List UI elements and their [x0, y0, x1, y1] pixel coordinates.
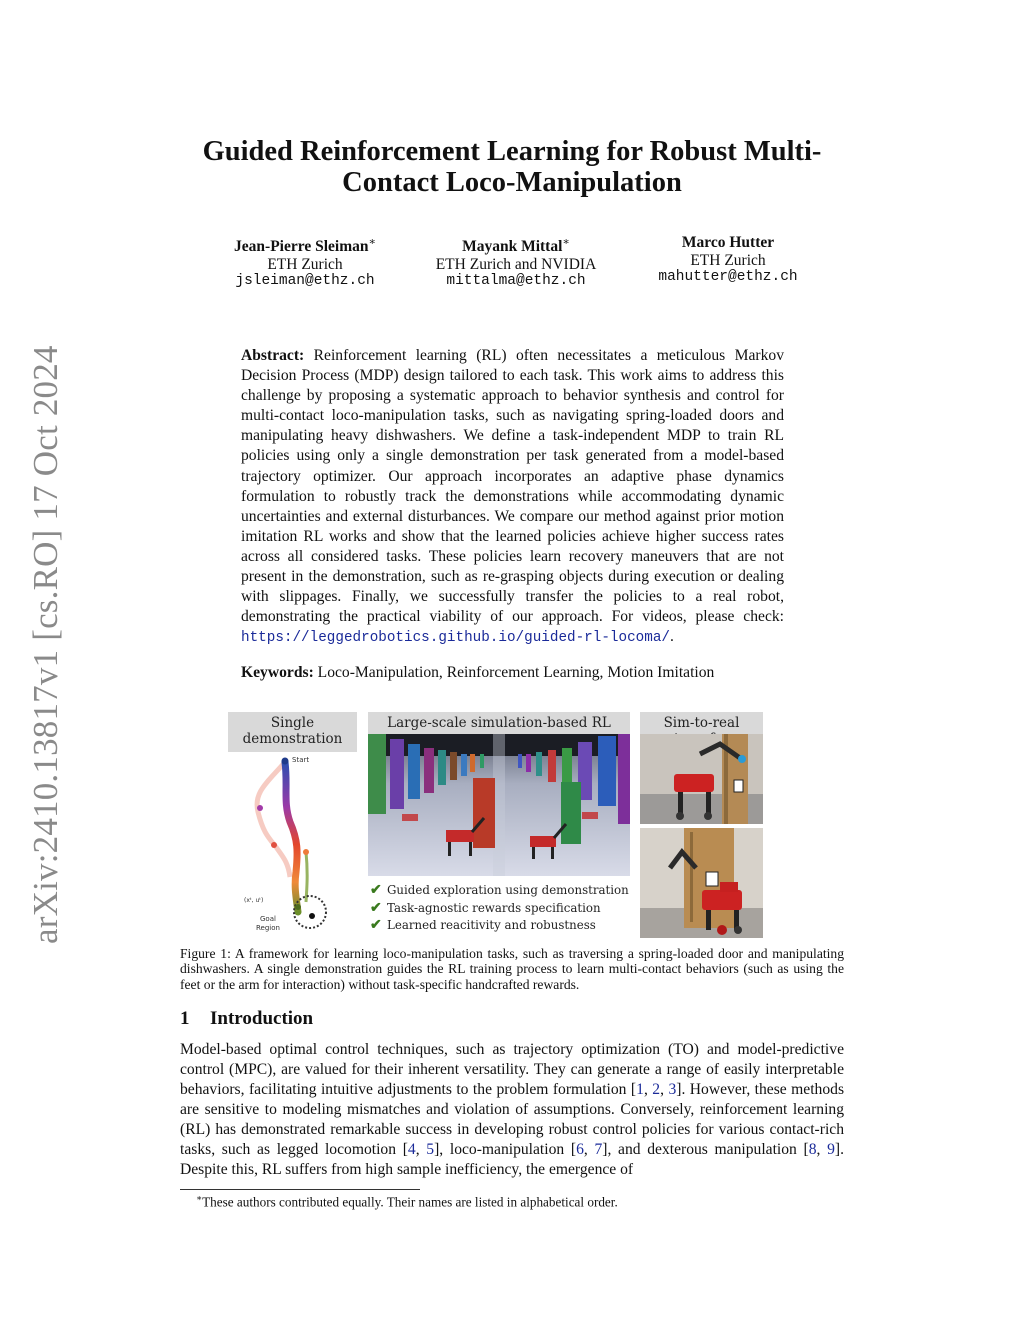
- citation-link[interactable]: 2: [652, 1081, 661, 1098]
- footnote: [196, 1193, 618, 1210]
- simulation-scene: [368, 734, 630, 876]
- equal-contribution-mark: ∗: [368, 236, 376, 248]
- separator: ,: [583, 1141, 595, 1158]
- project-url-link[interactable]: https://leggedrobotics.github.io/guided-rl-locoma/: [241, 630, 670, 647]
- demonstration-path: [285, 762, 298, 912]
- paragraph-text: Model-based optimal control techniques, such as trajectory optimization (TO) and model-predictive control (MPC), are valued for their inherent versatility. They can generate a range of easily interpretable behaviors, facilitating intuitive adjustments to the problem formulation [: [180, 1041, 844, 1098]
- citation-link[interactable]: 1: [636, 1081, 644, 1098]
- benefit-item: [370, 882, 632, 900]
- abstract-label: Abstract:: [241, 347, 305, 364]
- author-name: Mayank Mittal: [462, 238, 563, 256]
- abstract: [241, 346, 784, 648]
- footnote-divider: [180, 1189, 420, 1190]
- start-point: [282, 758, 289, 765]
- author-affiliation: ETH Zurich: [690, 251, 766, 269]
- author-block: [416, 234, 616, 291]
- section-title: Introduction: [210, 1008, 314, 1029]
- separator: ,: [816, 1141, 828, 1158]
- benefit-item: [370, 917, 632, 935]
- real-robot-photo-top: [640, 734, 763, 824]
- panel-title-sim-to-real: Sim-to-real: [640, 712, 763, 734]
- current-state-point: [295, 904, 301, 910]
- author-block: [648, 234, 808, 287]
- benefit-text: Learned reacitivity and robustness: [387, 918, 596, 932]
- section-number: 1: [180, 1008, 190, 1029]
- author-email: mahutter@ethz.ch: [658, 269, 798, 285]
- state-label: (xᵗ, uᵗ): [244, 897, 264, 904]
- citation-link[interactable]: 4: [407, 1141, 416, 1158]
- section-heading: [180, 1008, 313, 1030]
- paragraph-text: ], loco-manipulation [: [434, 1141, 577, 1158]
- separator: ,: [643, 1081, 653, 1098]
- citation-link[interactable]: 6: [576, 1141, 584, 1158]
- figure-caption: Figure 1: A framework for learning loco-manipulation tasks, such as traversing a spring-loaded door and manipulating dishwashers. A single demonstration guides the RL training process to learn multi-contact behaviors (such as using the feet or the arm for interaction) without task-specific handcrafted rewards.: [180, 946, 844, 992]
- author-affiliation: ETH Zurich and NVIDIA: [435, 255, 597, 273]
- panel-title-simulation-rl: Large-scale simulation-based RL: [368, 712, 630, 734]
- introduction-paragraph: [180, 1040, 844, 1180]
- footnote-mark: ∗: [196, 1193, 203, 1203]
- demonstration-trajectory-panel: [228, 752, 357, 938]
- abstract-end: .: [669, 628, 674, 646]
- author-name: Marco Hutter: [681, 234, 775, 251]
- check-icon: ✔: [370, 899, 382, 916]
- author-affiliation: ETH Zurich: [267, 255, 343, 273]
- citation-link[interactable]: 3: [668, 1081, 677, 1098]
- footnote-text: These authors contributed equally. Their names are listed in alphabetical order.: [202, 1194, 618, 1210]
- paragraph-text: ]. However, these methods are sensitive to modeling mismatches and violation of assumptions. Conversely, reinforcement learning (RL) has demonstrated remarkable success in developing robust control policies for various contact-rich tasks, such as legged locomotion [: [180, 1081, 845, 1158]
- paragraph-text: ]. Despite this, RL suffers from high sample inefficiency, the emergence of: [180, 1141, 845, 1178]
- equal-contribution-mark: ∗: [562, 236, 570, 248]
- keywords-label: Keywords:: [241, 664, 314, 681]
- real-robot-photo-bottom: [640, 828, 763, 938]
- waypoint: [257, 805, 263, 811]
- robot-photo: [640, 734, 763, 824]
- check-icon: ✔: [370, 882, 382, 898]
- author-name: Jean-Pierre Sleiman: [234, 238, 369, 256]
- citation-link[interactable]: 9: [827, 1141, 835, 1158]
- separator: ,: [660, 1081, 669, 1098]
- simulation-render-panel: [368, 734, 630, 876]
- arxiv-identifier: arXiv:2410.13817v1 [cs.RO] 17 Oct 2024: [26, 345, 65, 945]
- check-icon: ✔: [370, 917, 382, 933]
- trajectory-diagram: [228, 752, 357, 938]
- keywords-text: Loco-Manipulation, Reinforcement Learning, Motion Imitation: [317, 664, 715, 681]
- benefit-text: Guided exploration using demonstration: [387, 883, 629, 897]
- region-label: Region: [256, 924, 280, 932]
- arm-path: [306, 852, 307, 902]
- paper-title: Guided Reinforcement Learning for Robust Multi-Contact Loco-Manipulation: [202, 136, 822, 198]
- paragraph-text: ], and dexterous manipulation [: [602, 1141, 809, 1158]
- benefit-item: [370, 900, 632, 918]
- author-email: mittalma@ethz.ch: [446, 273, 586, 290]
- waypoint: [271, 842, 277, 848]
- citation-link[interactable]: 5: [426, 1141, 435, 1158]
- benefits-list: [370, 882, 632, 935]
- abstract-text: Reinforcement learning (RL) often necessitates a meticulous Markov Decision Process (MDP) design tailored to each task. This work aims to address this challenge by proposing a systematic approach to behavior synthesis and control for multi-contact loco-manipulation tasks, such as navigating spring-loaded doors and manipulating heavy dishwashers. We define a task-independent MDP to train RL policies using only a single demonstration per task generated from a model-based trajectory optimizer. Our approach incorporates an adaptive phase dynamics formulation to robustly track the demonstrations while accommodating dynamic uncertainties and external disturbances. We compare our method against prior motion imitation RL works and show that the learned policies achieve higher success rates across all considered tasks. These policies learn recovery maneuvers that are not present in the demonstration, such as re-grasping objects during execution or dealing with slippages. Finally, we successfully transfer the policies to a real robot, demonstrating the practical viability of our approach. For videos, please check:: [241, 347, 784, 626]
- panel-title-single-demonstration: Single demonstration: [228, 712, 357, 752]
- waypoint: [303, 849, 309, 855]
- benefit-text: Task-agnostic rewards specification: [387, 900, 601, 915]
- goal-point: [309, 913, 315, 919]
- goal-label: Goal: [260, 915, 276, 923]
- citation-link[interactable]: 7: [594, 1141, 603, 1158]
- keywords: [241, 664, 801, 682]
- start-label: Start: [292, 756, 310, 764]
- citation-link[interactable]: 8: [808, 1141, 817, 1158]
- author-block: [220, 234, 390, 291]
- separator: ,: [415, 1141, 427, 1158]
- author-email: jsleiman@ethz.ch: [235, 273, 375, 290]
- robot-photo: [640, 828, 763, 938]
